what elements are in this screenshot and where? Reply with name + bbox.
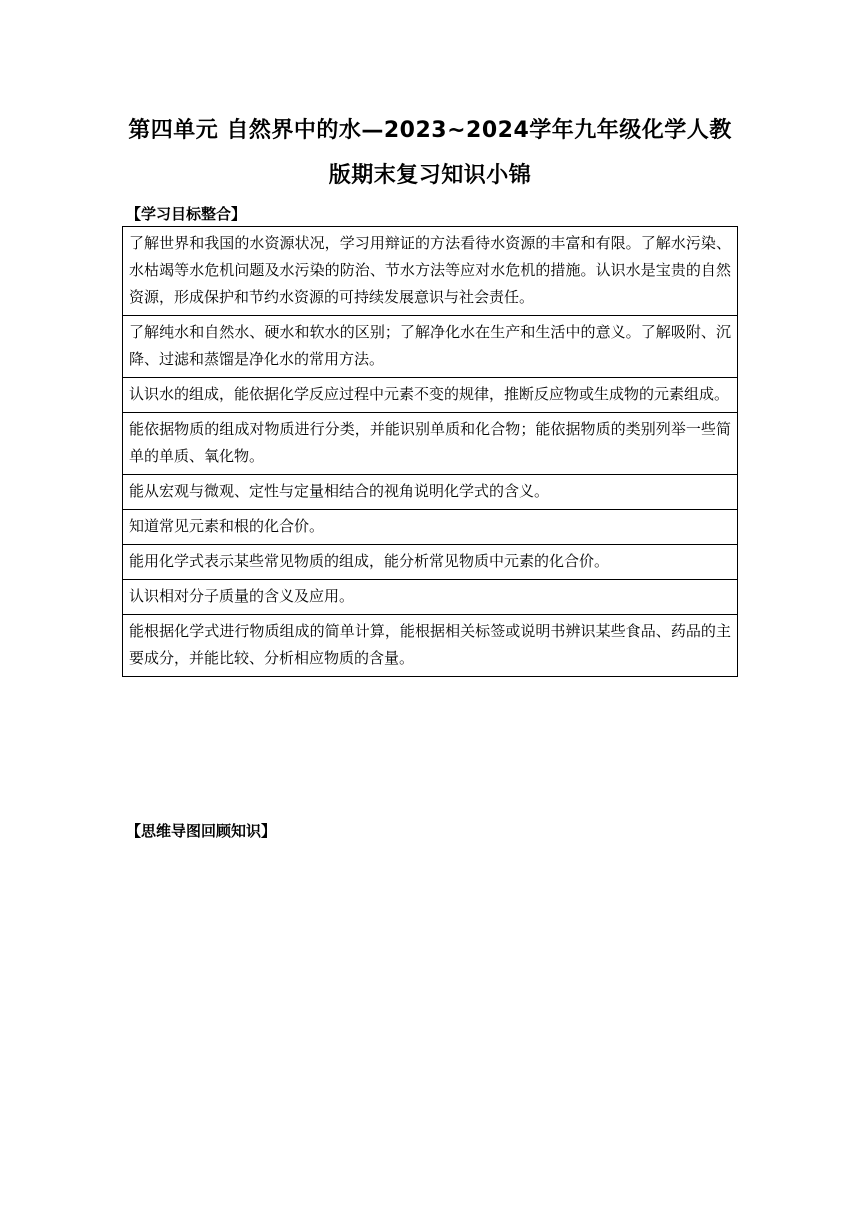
document-title-line-1: 第四单元 自然界中的水—2023~2024学年九年级化学人教	[128, 118, 732, 143]
goal-cell: 能根据化学式进行物质组成的简单计算，能根据相关标签或说明书辨识某些食品、药品的主要成分，并能比较、分析相应物质的含量。	[123, 615, 738, 677]
goal-cell: 能用化学式表示某些常见物质的组成，能分析常见物质中元素的化合价。	[123, 545, 738, 580]
table-row	[123, 580, 738, 615]
learning-goals-heading: 【学习目标整合】	[126, 205, 247, 223]
table-row	[123, 378, 738, 413]
table-row	[123, 413, 738, 475]
learning-goals-table	[122, 226, 738, 677]
table-row	[123, 475, 738, 510]
table-row	[123, 316, 738, 378]
table-row	[123, 615, 738, 677]
mindmap-heading: 【思维导图回顾知识】	[126, 822, 277, 840]
table-row	[123, 510, 738, 545]
goal-cell: 认识水的组成，能依据化学反应过程中元素不变的规律，推断反应物或生成物的元素组成。	[123, 378, 738, 413]
goal-cell: 了解世界和我国的水资源状况，学习用辩证的方法看待水资源的丰富和有限。了解水污染、水枯竭等水危机问题及水污染的防治、节水方法等应对水危机的措施。认识水是宝贵的自然资源，形成保护和节约水资源的可持续发展意识与社会责任。	[123, 227, 738, 316]
table-row	[123, 227, 738, 316]
table-row	[123, 545, 738, 580]
document-title-line-2: 版期末复习知识小锦	[328, 163, 532, 188]
goal-cell: 认识相对分子质量的含义及应用。	[123, 580, 738, 615]
goal-cell: 能从宏观与微观、定性与定量相结合的视角说明化学式的含义。	[123, 475, 738, 510]
goal-cell: 知道常见元素和根的化合价。	[123, 510, 738, 545]
goal-cell: 了解纯水和自然水、硬水和软水的区别；了解净化水在生产和生活中的意义。了解吸附、沉降、过滤和蒸馏是净化水的常用方法。	[123, 316, 738, 378]
goal-cell: 能依据物质的组成对物质进行分类，并能识别单质和化合物；能依据物质的类别列举一些简单的单质、氧化物。	[123, 413, 738, 475]
